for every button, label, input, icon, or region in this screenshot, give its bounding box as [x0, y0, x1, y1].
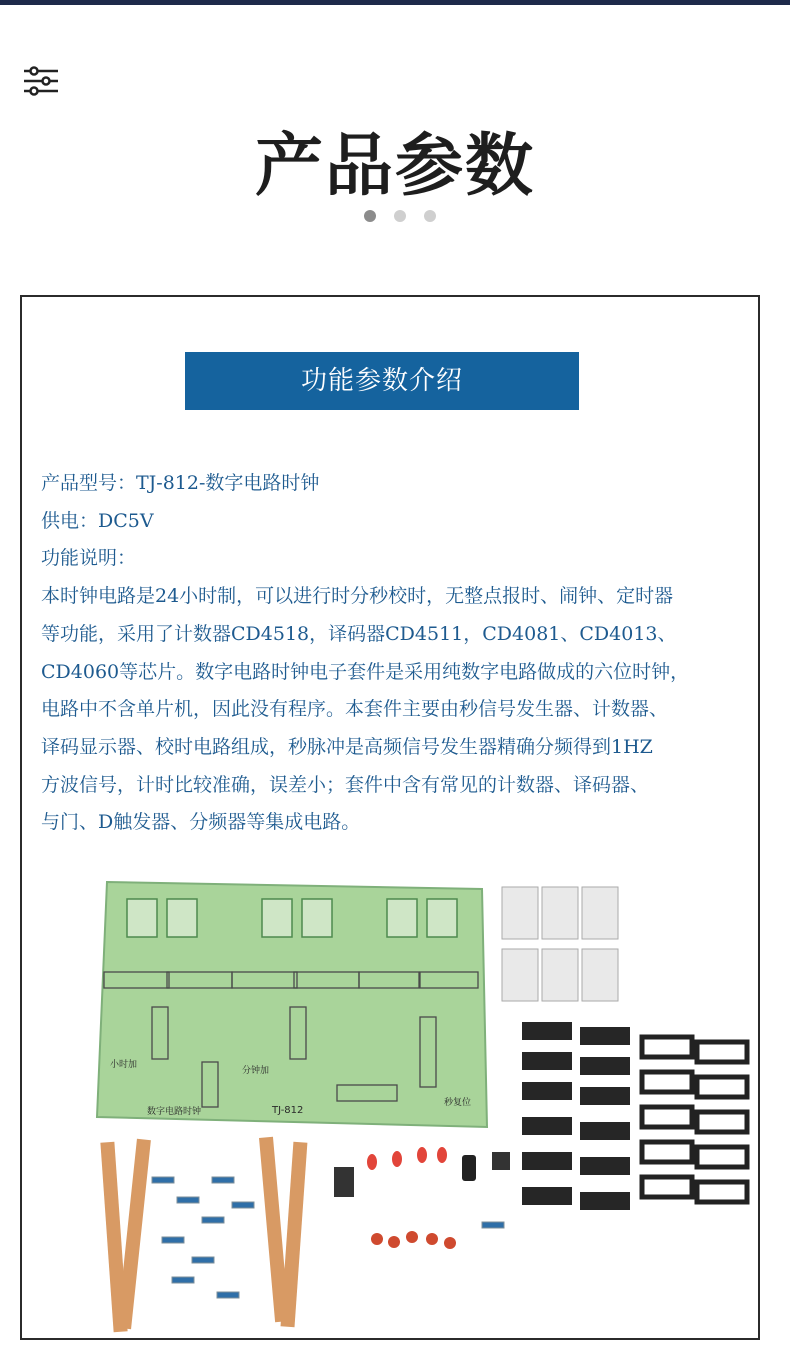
page-title: 产品参数 [254, 127, 535, 206]
svg-text:分钟加: 分钟加 [242, 1066, 270, 1076]
spec-line: 译码显示器、校时电路组成，秒脉冲是高频信号发生器精确分频得到1HZ [41, 735, 653, 758]
svg-text:小时加: 小时加 [110, 1060, 138, 1070]
board-caption: 数字电路时钟 [147, 1107, 202, 1117]
top-accent-bar [0, 0, 790, 5]
spec-line: 供电：DC5V [41, 509, 154, 532]
ic-sockets [642, 1037, 747, 1202]
spec-line: 方波信号，计时比较准确，误差小；套件中含有常见的计数器、译码器、 [41, 773, 650, 796]
spec-line: 产品型号：TJ-812-数字电路时钟 [41, 472, 320, 494]
board-label: TJ-812 [272, 1105, 304, 1116]
electrolytic-capacitor [462, 1155, 476, 1181]
carousel-dot-1[interactable] [364, 210, 376, 222]
sliders-icon[interactable] [24, 66, 58, 96]
carousel-dot-3[interactable] [424, 210, 436, 222]
copper-strips [100, 1137, 307, 1333]
carousel-dots [364, 210, 440, 222]
spec-line: 与门、D触发器、分频器等集成电路。 [41, 811, 361, 834]
push-button [492, 1152, 510, 1170]
svg-text:秒复位: 秒复位 [444, 1098, 472, 1108]
seven-segment-displays [502, 887, 618, 1001]
section-heading: 功能参数介绍 [185, 352, 579, 410]
spec-text [41, 465, 753, 842]
parameter-panel [20, 295, 760, 1340]
ceramic-capacitors [371, 1231, 456, 1249]
spec-line: 等功能，采用了计数器CD4518，译码器CD4511，CD4081、CD4013、 [41, 622, 677, 645]
ic-chips [522, 1022, 630, 1210]
power-jack [334, 1167, 354, 1197]
spec-line: CD4060等芯片。数字电路时钟电子套件是采用纯数字电路做成的六位时钟， [41, 660, 690, 683]
spec-line: 电路中不含单片机，因此没有程序。本套件主要由秒信号发生器、计数器、 [41, 698, 669, 721]
spec-line: 本时钟电路是24小时制，可以进行时分秒校时，无整点报时、闹钟、定时器 [41, 585, 674, 608]
product-kit-photo [82, 877, 762, 1337]
carousel-dot-2[interactable] [394, 210, 406, 222]
leds [367, 1147, 447, 1170]
spec-line: 功能说明： [41, 547, 137, 570]
